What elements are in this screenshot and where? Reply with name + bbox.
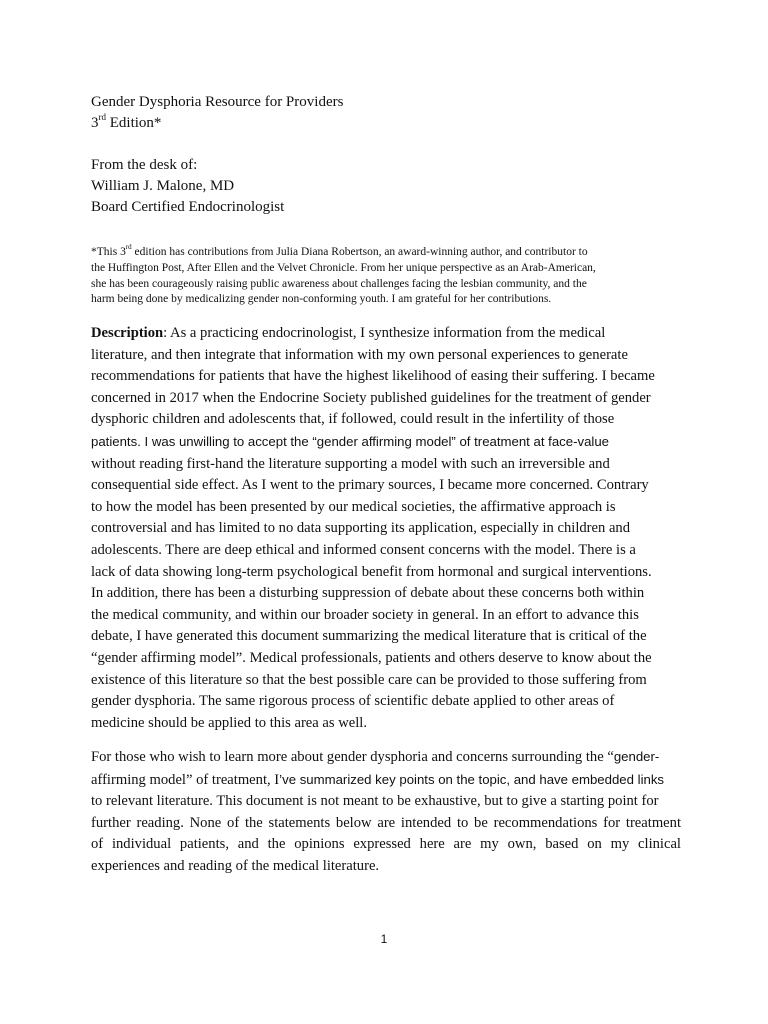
note-text: edition has contributions from Julia Diana Robertson, an award-winning author, and contributor to (131, 246, 588, 258)
paragraph-line: consequential side effect. As I went to the primary sources, I became more concerned. Contrary (91, 477, 649, 494)
note-line: the Huffington Post, After Ellen and the Velvet Chronicle. From her unique perspective as an Arab-American, (91, 261, 596, 274)
further-reading-paragraph (91, 746, 681, 878)
paragraph-line: to relevant literature. This document is not meant to be exhaustive, but to give a starting point for (91, 793, 659, 810)
paragraph-text: patients. (91, 433, 141, 449)
edition-note (91, 245, 681, 308)
note-text: *This 3 (91, 246, 126, 258)
paragraph-text: ’ve summarized key points on the topic, and have embedded links (279, 771, 665, 787)
paragraph-line (91, 323, 681, 345)
paragraph-line: without reading first-hand the literature supporting a model with such an irreversible and (91, 455, 610, 472)
document-title: Gender Dysphoria Resource for Providers (91, 94, 344, 110)
paragraph-line: debate, I have generated this document summarizing the medical literature that is critical of the (91, 628, 647, 645)
author-title: Board Certified Endocrinologist (91, 199, 285, 215)
paragraph-line: medicine should be applied to this area as well. (91, 714, 367, 731)
paragraph-line: to how the model has been presented by our medical societies, the affirmative approach is (91, 498, 616, 515)
paragraph-line: concerned in 2017 when the Endocrine Society published guidelines for the treatment of gender (91, 389, 651, 406)
paragraph-line: the medical community, and within our broader society in general. In an effort to advance this (91, 606, 639, 623)
edition-number: 3 (91, 115, 99, 131)
document-header (91, 92, 691, 218)
paragraph-text: : As a practicing endocrinologist, I synthesize information from the medical (163, 325, 606, 341)
edition-line (91, 113, 691, 134)
author-name: William J. Malone, MD (91, 178, 235, 194)
paragraph-line (91, 431, 681, 454)
paragraph-line: experiences and reading of the medical literature. (91, 857, 380, 874)
paragraph-line (91, 746, 681, 769)
paragraph-line: adolescents. There are deep ethical and informed consent concerns with the model. There is a (91, 541, 636, 558)
from-desk-line: From the desk of: (91, 157, 198, 173)
edition-label: Edition* (106, 115, 162, 131)
paragraph-line: literature, and then integrate that information with my own personal experiences to generate (91, 346, 628, 363)
note-line (91, 245, 681, 261)
description-label: Description (91, 325, 164, 341)
paragraph-line: “gender affirming model”. Medical professionals, patients and others deserve to know about the (91, 649, 652, 666)
paragraph-line: existence of this literature so that the best possible care can be provided to those suffering from (91, 671, 647, 688)
paragraph-text: I was unwilling to accept the “gender affirming model” of treatment at face-value (140, 433, 610, 449)
paragraph-text: gender- (613, 749, 660, 764)
edition-superscript: rd (98, 112, 106, 122)
paragraph-line: of individual patients, and the opinions expressed here are my own, based on my clinical (91, 836, 681, 853)
paragraph-line: dysphoric children and adolescents that, if followed, could result in the infertility of those (91, 411, 615, 428)
paragraph-line: controversial and has limited to no data supporting its application, especially in children and (91, 520, 631, 537)
paragraph-text: For those who wish to learn more about gender dysphoria and concerns surrounding the “ (91, 749, 614, 765)
paragraph-line: In addition, there has been a disturbing suppression of debate about these concerns both within (91, 585, 645, 602)
page-number: 1 (380, 932, 388, 946)
description-paragraph (91, 323, 681, 734)
note-line: she has been courageously raising public awareness about challenges facing the lesbian community, and the (91, 277, 587, 290)
paragraph-line: recommendations for patients that have the highest likelihood of easing their suffering. I became (91, 368, 655, 385)
paragraph-line: gender dysphoria. The same rigorous process of scientific debate applied to other areas of (91, 693, 615, 710)
note-line: harm being done by medicalizing gender non-conforming youth. I am grateful for her contributions. (91, 293, 552, 306)
note-superscript: rd (125, 243, 132, 252)
paragraph-line (91, 769, 681, 792)
paragraph-text: affirming model” of treatment, I (91, 771, 280, 788)
paragraph-line: lack of data showing long-term psychological benefit from hormonal and surgical interventions. (91, 563, 652, 580)
paragraph-line: further reading. None of the statements below are intended to be recommendations for treatment (91, 814, 681, 831)
